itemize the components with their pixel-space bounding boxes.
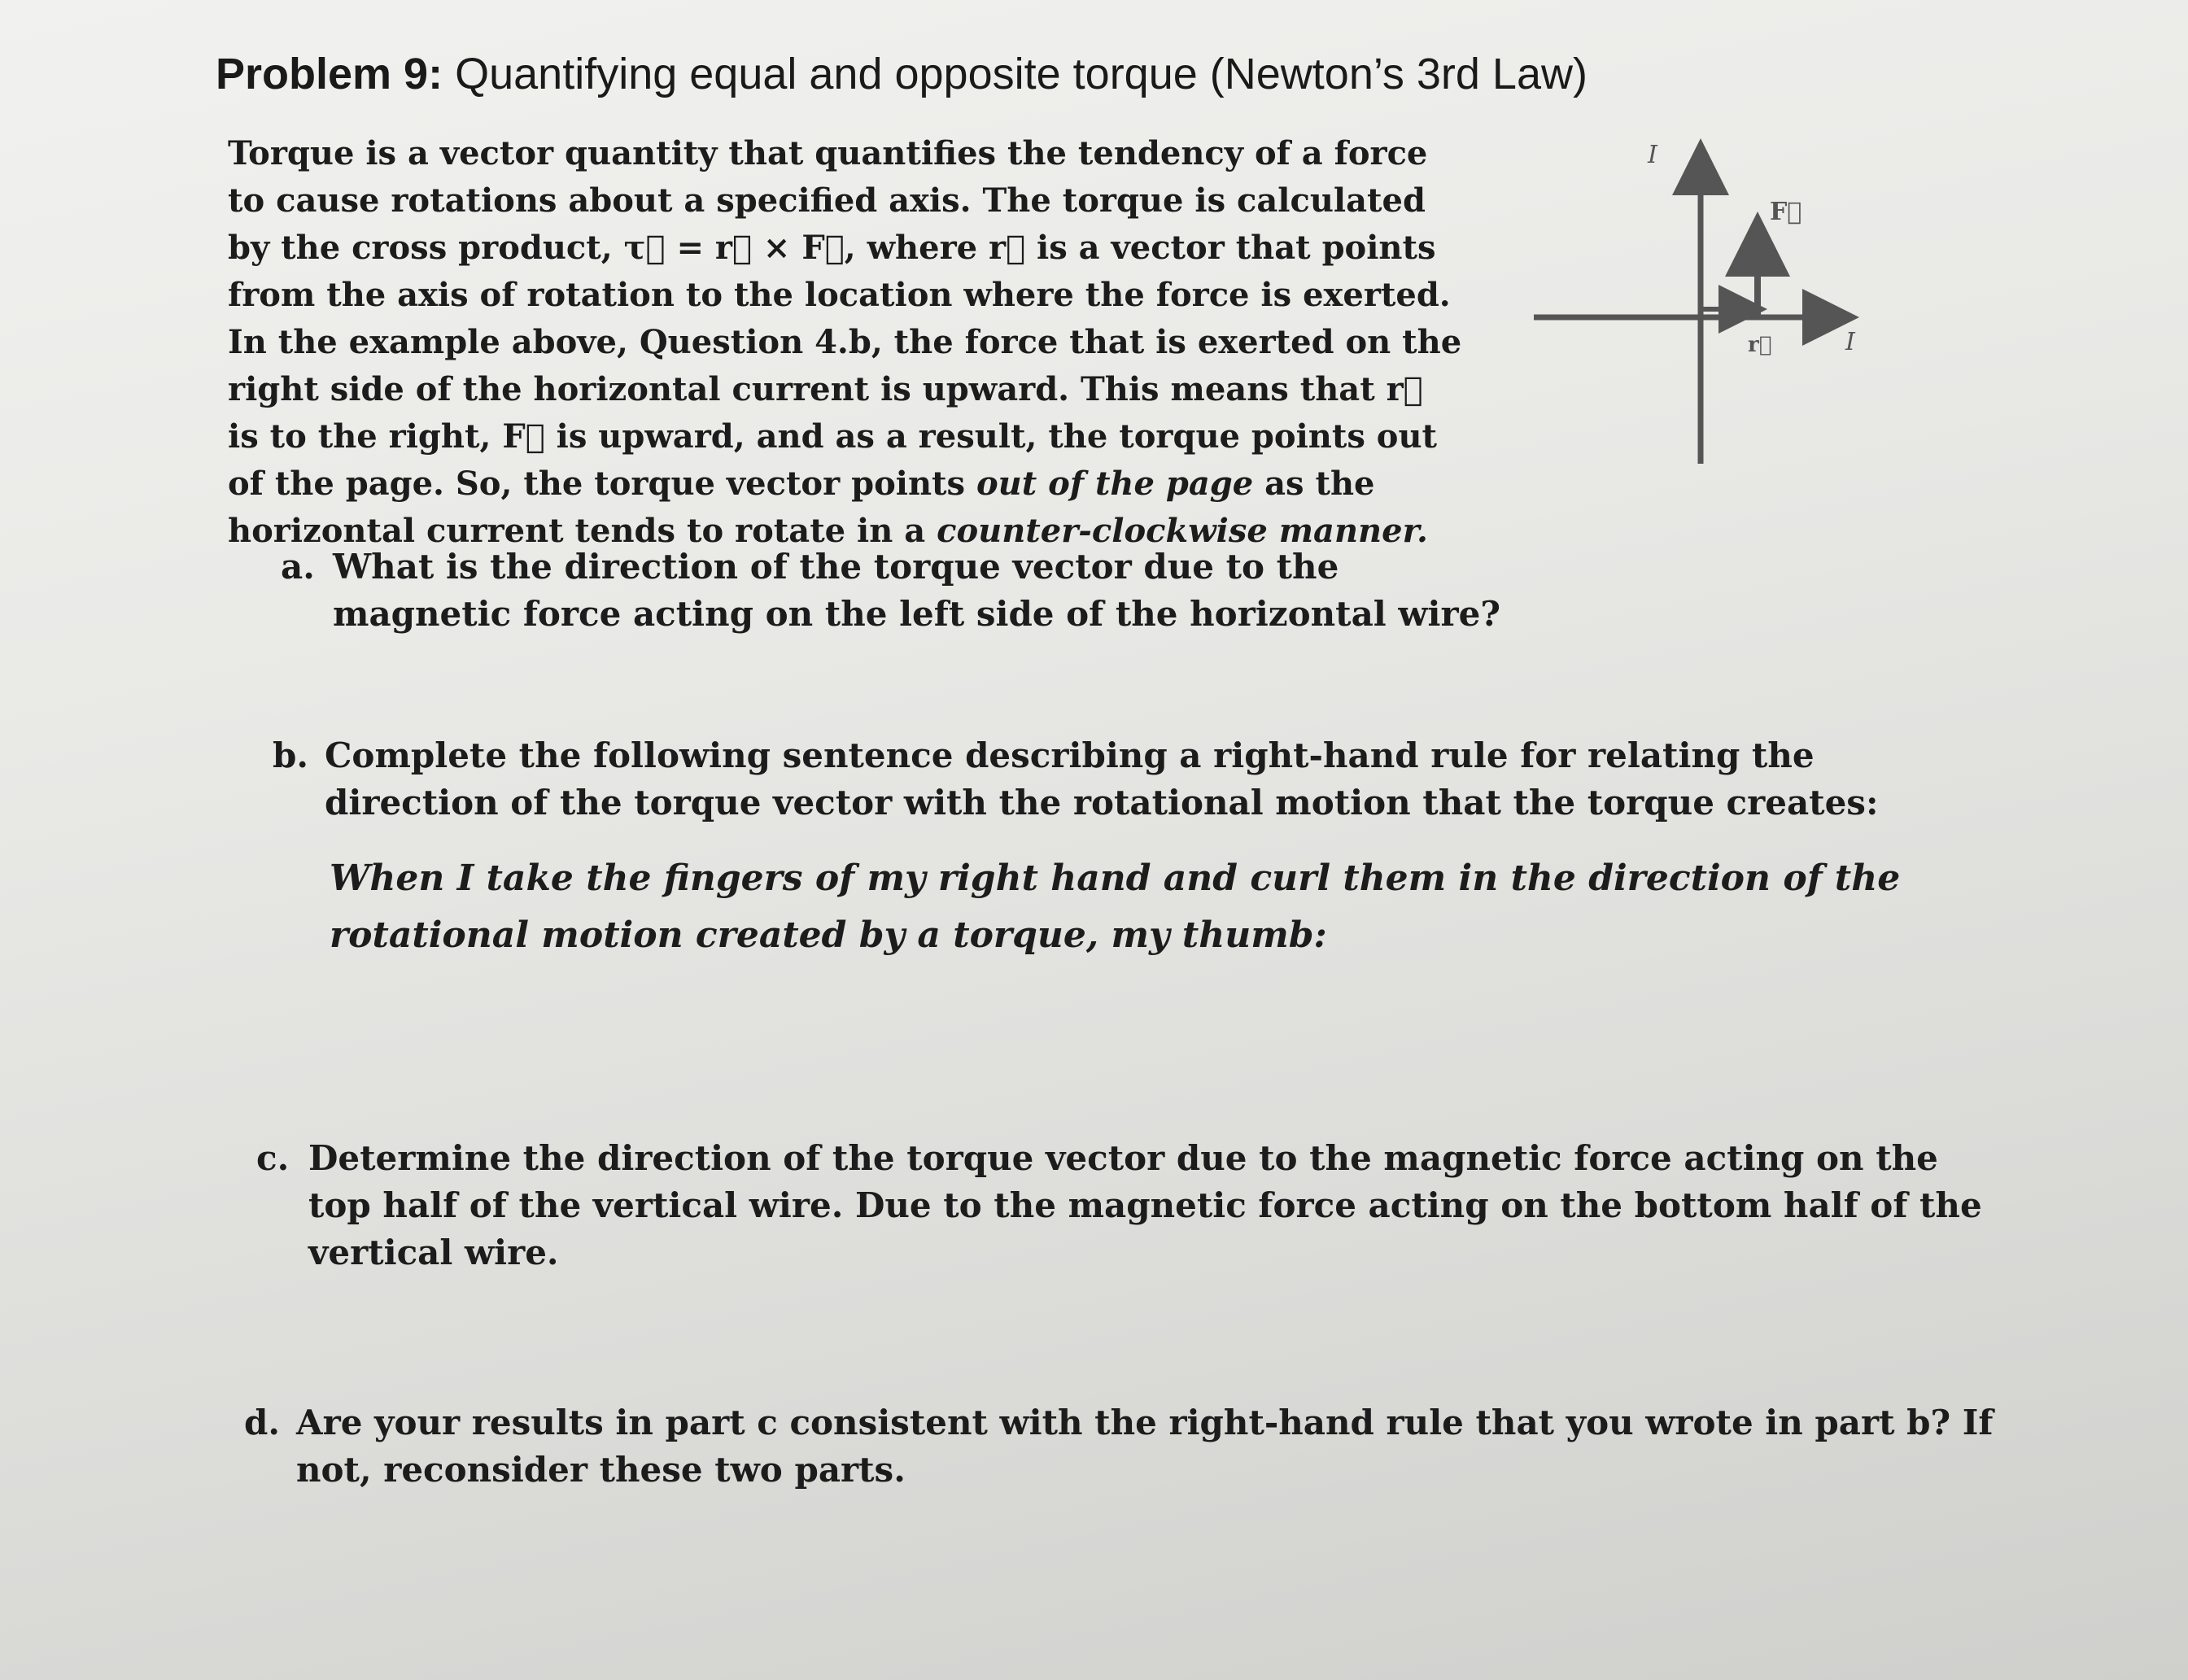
emphasis-counter-clockwise: counter-clockwise manner. [937, 512, 1428, 550]
emphasis-out-of-page: out of the page [976, 465, 1254, 503]
question-text: Are your results in part c consistent with the right-hand rule that you wrote in part b? If not, reconsider these two parts. [296, 1403, 1994, 1490]
r-vector-symbol: r⃗ [1386, 370, 1423, 408]
diagram-label-current-horizontal: I [1845, 328, 1855, 356]
question-text: What is the direction of the torque vector due to the magnetic force acting on the left side of the horizontal wire? [333, 547, 1500, 634]
question-letter: d. [244, 1403, 280, 1442]
diagram-label-r: r⃗ [1748, 333, 1772, 357]
intro-paragraph [228, 130, 1465, 555]
question-text: Determine the direction of the torque vector due to the magnetic force acting on the top half of the vertical wire. Due to the magnetic force acting on the bottom half of the vertical wire. [308, 1138, 1982, 1272]
question-text: Complete the following sentence describing a right-hand rule for relating the direction of the torque vector with the rotational motion that the torque creates: [325, 735, 1879, 823]
intro-text: is upward, and as a result, the torque points out of the page. So, the torque vector points [228, 417, 1438, 503]
r-vector-symbol: r⃗ [989, 229, 1026, 267]
intro-text: Torque is a vector quantity that quantifies the tendency of a force to cause rotations about a specified axis. The torque is calculated by the cross product, [228, 134, 1428, 267]
question-b [273, 732, 1981, 827]
question-c [256, 1135, 2014, 1276]
intro-text: is a vector that points from the axis of rotation to the location where the force is exerted. In the example above, Question 4.b, the force that is exerted on the right side of the horizontal current is upward. This means that [228, 229, 1462, 408]
diagram-label-force: F⃗ [1770, 198, 1802, 226]
question-a [281, 543, 1518, 638]
diagram-label-current-vertical: I [1648, 141, 1657, 169]
torque-formula: τ⃗ = r⃗ × F⃗ [623, 229, 845, 267]
intro-text: is to the right, [228, 417, 503, 456]
question-letter: a. [281, 547, 315, 587]
wire-diagram [1522, 138, 1880, 480]
problem-number: Problem 9: [216, 50, 443, 98]
intro-text: as the horizontal current tends to rotate in a [228, 465, 1375, 550]
f-vector-symbol: F⃗ [502, 417, 545, 456]
problem-heading: Quantifying equal and opposite torque (Newton’s 3rd Law) [455, 50, 1588, 98]
question-letter: c. [256, 1138, 290, 1178]
question-letter: b. [273, 735, 308, 775]
question-d [244, 1399, 2018, 1494]
rule-sentence: When I take the fingers of my right hand and curl them in the direction of the rotational motion created by a torque, my thumb: [330, 857, 1901, 956]
intro-text: , where [844, 229, 989, 267]
problem-title [216, 49, 1588, 99]
